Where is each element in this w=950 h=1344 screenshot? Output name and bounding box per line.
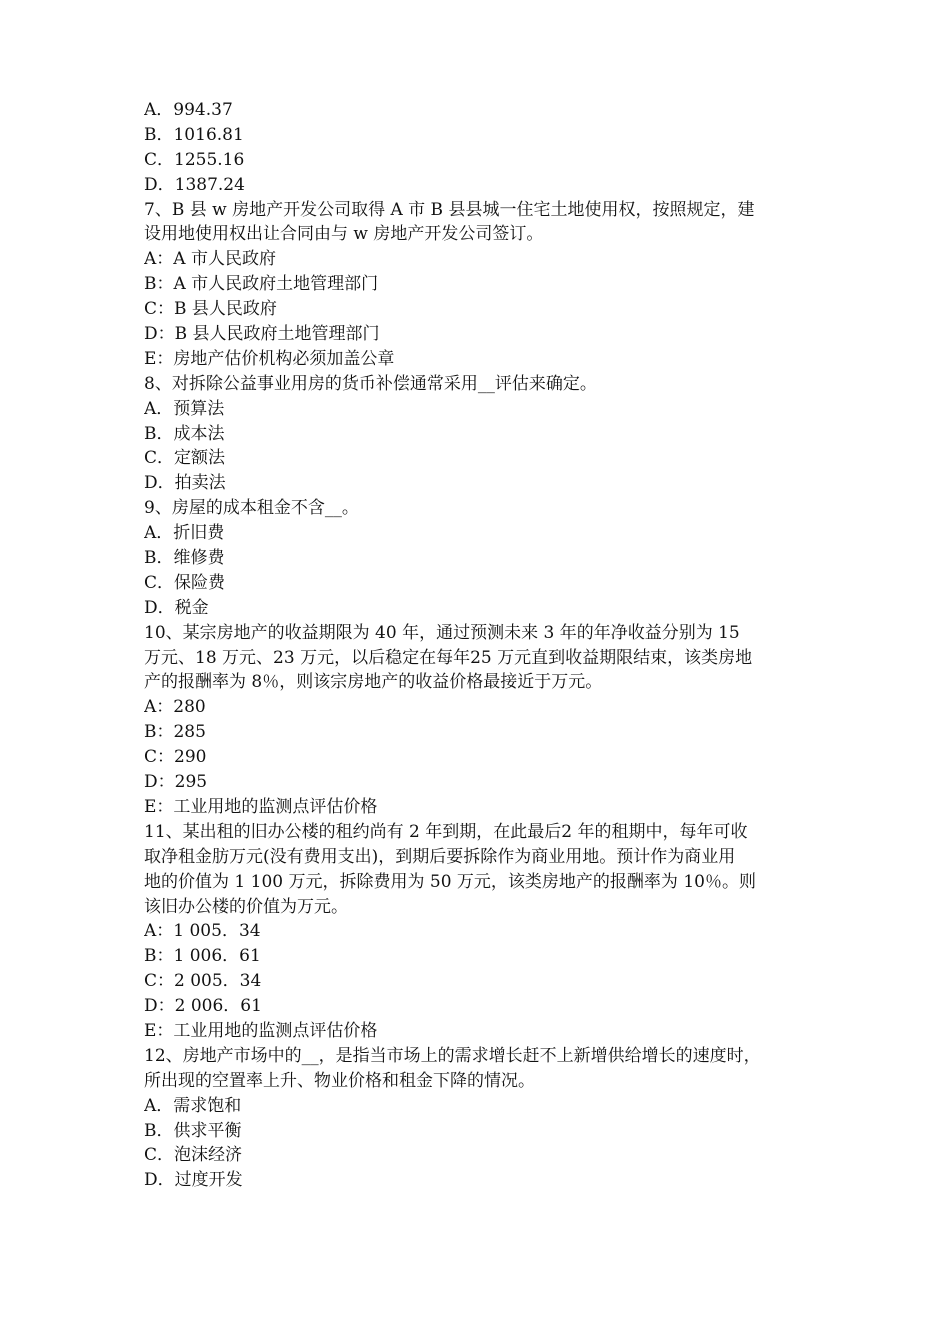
- answer-option-line: B：A 市人民政府土地管理部门: [144, 274, 379, 295]
- answer-option-line: D：295: [144, 772, 208, 793]
- document-body: [144, 98, 808, 1193]
- answer-option-line: B．成本法: [144, 423, 225, 444]
- answer-option-line: B．1016.81: [144, 124, 244, 145]
- question-text-line: 设用地使用权出让合同由与 w 房地产开发公司签订。: [144, 224, 544, 245]
- answer-option-line: D．拍卖法: [144, 473, 226, 494]
- question-text-line: 该旧办公楼的价值为万元。: [144, 896, 348, 917]
- answer-option-line: A．994.37: [144, 100, 233, 120]
- answer-option-line: E：工业用地的监测点评估价格: [144, 796, 378, 817]
- answer-option-line: C：290: [144, 747, 207, 768]
- answer-option-line: D：B 县人民政府土地管理部门: [144, 324, 380, 345]
- answer-option-line: B：1 006．61: [144, 946, 261, 967]
- answer-option-line: C．定额法: [144, 448, 226, 469]
- answer-option-line: C．1255.16: [144, 149, 245, 170]
- answer-option-line: D．1387.24: [144, 174, 245, 195]
- question-text-line: 11、某出租的旧办公楼的租约尚有 2 年到期，在此最后2 年的租期中，每年可收: [144, 821, 748, 842]
- answer-option-line: A．折旧费: [144, 523, 225, 544]
- answer-option-line: C：2 005．34: [144, 971, 262, 992]
- answer-option-line: A．预算法: [144, 398, 225, 419]
- question-text-line: 所出现的空置率上升、物业价格和租金下降的情况。: [144, 1070, 535, 1091]
- question-text-line: 8、对拆除公益事业用房的货币补偿通常采用__评估来确定。: [144, 373, 597, 394]
- question-text-line: 9、房屋的成本租金不含__。: [144, 498, 359, 519]
- answer-option-line: A：A 市人民政府: [144, 249, 276, 270]
- answer-option-line: A：1 005．34: [144, 921, 261, 942]
- question-text-line: 万元、18 万元、23 万元，以后稳定在每年25 万元直到收益期限结束，该类房地: [144, 647, 753, 668]
- answer-option-line: C．保险费: [144, 572, 226, 593]
- question-text-line: 取净租金肪万元(没有费用支出)，到期后要拆除作为商业用地。预计作为商业用: [144, 846, 736, 867]
- question-text-line: 地的价值为 1 100 万元，拆除费用为 50 万元，该类房地产的报酬率为 10％。则: [144, 871, 756, 892]
- question-text-line: 10、某宗房地产的收益期限为 40 年，通过预测未来 3 年的年净收益分别为 15: [144, 622, 740, 643]
- answer-option-line: A：280: [144, 697, 206, 718]
- answer-option-line: D：2 006．61: [144, 996, 262, 1017]
- answer-option-line: E：房地产估价机构必须加盖公章: [144, 348, 395, 369]
- answer-option-line: A．需求饱和: [144, 1095, 242, 1116]
- answer-option-line: B．维修费: [144, 548, 225, 569]
- question-text-line: 7、B 县 w 房地产开发公司取得 A 市 B 县县城一住宅土地使用权，按照规定，建: [144, 199, 755, 220]
- question-text-line: 12、房地产市场中的__，是指当市场上的需求增长赶不上新增供给增长的速度时，: [144, 1045, 761, 1066]
- answer-option-line: B．供求平衡: [144, 1120, 242, 1141]
- answer-option-line: C．泡沫经济: [144, 1145, 243, 1166]
- answer-option-line: D．过度开发: [144, 1170, 243, 1191]
- answer-option-line: D．税金: [144, 597, 209, 618]
- question-text-line: 产的报酬率为 8％，则该宗房地产的收益价格最接近于万元。: [144, 672, 603, 693]
- answer-option-line: B：285: [144, 722, 206, 743]
- answer-option-line: C：B 县人民政府: [144, 299, 277, 320]
- answer-option-line: E：工业用地的监测点评估价格: [144, 1020, 378, 1041]
